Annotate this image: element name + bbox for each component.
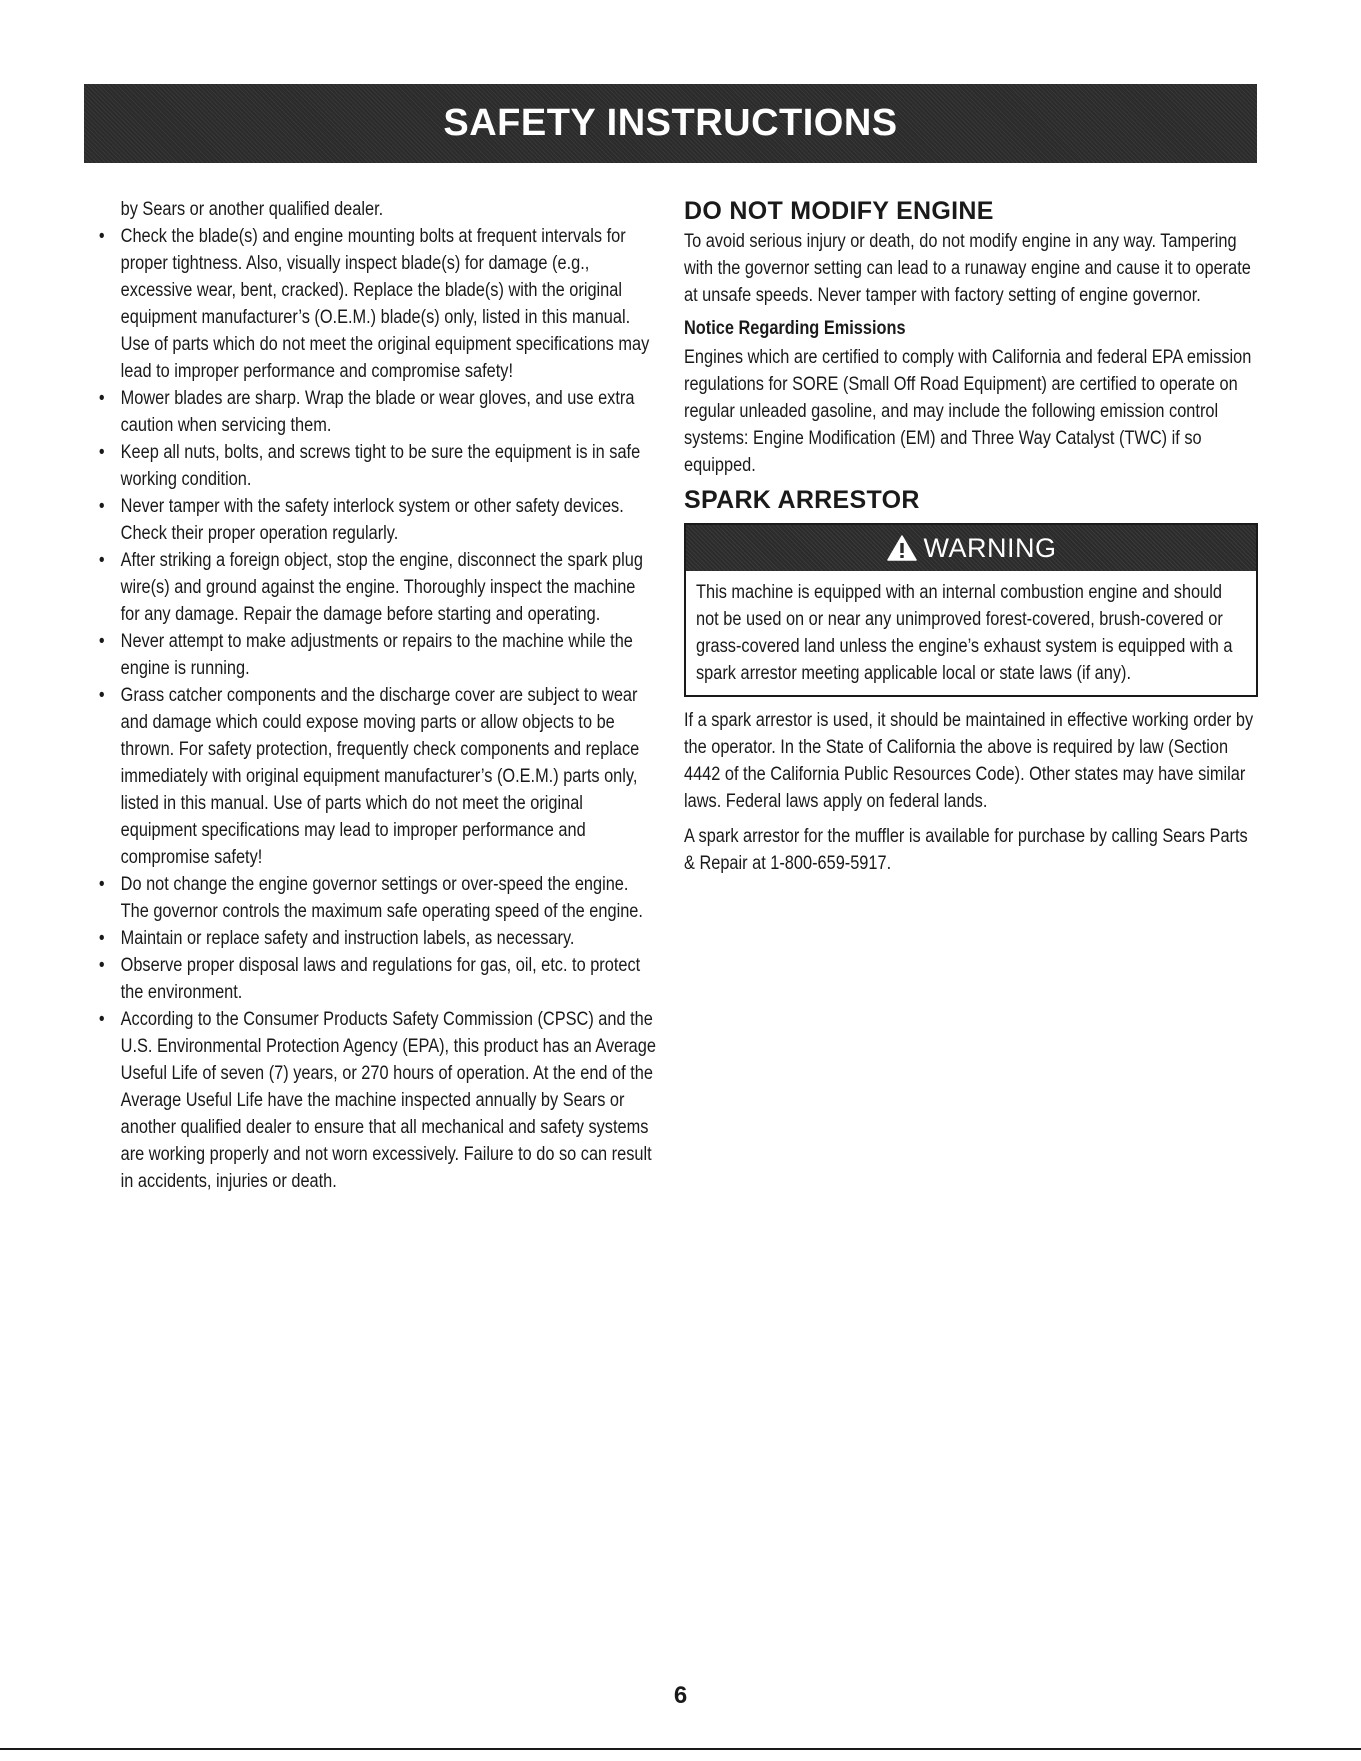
emissions-text: Engines which are certified to comply with California and federal EPA emission regulations for SORE (Small Off Road Equipment) are certified to operate on regular unleaded gasoline, and may include the following emission control systems: Engine Modification (EM) and Three Way Catalyst (TWC) if so equipped. (684, 347, 1252, 476)
bullet-icon: • (98, 874, 105, 895)
warning-header (686, 525, 1256, 571)
continuation-text: by Sears or another qualified dealer. (120, 199, 384, 220)
bullet-icon: • (98, 1009, 105, 1030)
bullet-icon: • (98, 226, 105, 247)
bullet-text: Maintain or replace safety and instruction labels, as necessary. (120, 928, 575, 949)
spark-arrestor-block (684, 707, 1257, 877)
right-column (684, 196, 1258, 877)
bullet-icon: • (98, 631, 105, 652)
bullet-text: Do not change the engine governor settings or over-speed the engine. The governor controls the maximum safe operating speed of the engine. (120, 874, 643, 922)
bullet-text: Keep all nuts, bolts, and screws tight to be sure the equipment is in safe working condition. (120, 442, 641, 490)
modify-engine-heading: DO NOT MODIFY ENGINE (684, 197, 994, 225)
bullet-icon: • (98, 442, 105, 463)
left-column-text (100, 196, 659, 1195)
bullet-icon: • (98, 955, 105, 976)
emissions-heading: Notice Regarding Emissions (684, 318, 906, 339)
banner-title: SAFETY INSTRUCTIONS (443, 102, 898, 144)
bullet-icon: • (98, 388, 105, 409)
list-item (100, 439, 659, 493)
bullet-text: Mower blades are sharp. Wrap the blade or wear gloves, and use extra caution when servicing them. (120, 388, 635, 436)
warning-text: This machine is equipped with an internal combustion engine and should not be used on or near any unimproved forest-covered, brush-covered or grass-covered land unless the engine’s exhaust system is equipped with a spark arrestor meeting applicable local or state laws (if any). (696, 582, 1233, 684)
safety-bullet-list (100, 223, 659, 1195)
bullet-icon: • (98, 928, 105, 949)
spark-arrestor-heading: SPARK ARRESTOR (684, 486, 920, 514)
bullet-text: After striking a foreign object, stop the engine, disconnect the spark plug wire(s) and ground against the engine. Thoroughly inspect the machine for any damage. Repair the damage before starting and operating. (120, 550, 643, 625)
footer-divider (0, 1748, 1361, 1750)
bullet-icon: • (98, 496, 105, 517)
list-item (100, 925, 659, 952)
warning-text-wrap (696, 579, 1235, 687)
warning-box (684, 523, 1258, 697)
bullet-text: Check the blade(s) and engine mounting bolts at frequent intervals for proper tightness. Also, visually inspect blade(s) for damage (e.g., excessive wear, bent, cracked). Replace the blade(s) with the original equipment manufacturer’s (O.E.M.) blade(s) only, listed in this manual. Use of parts which do not meet the original equipment specifications may lead to improper performance and compromise safety! (120, 226, 650, 382)
bullet-text: Grass catcher components and the discharge cover are subject to wear and damage which could expose moving parts or allow objects to be thrown. For safety protection, frequently check components and replace immediately with original equipment manufacturer’s (O.E.M.) parts only, listed in this manual. Use of parts which do not meet the original equipment specifications may lead to improper performance and compromise safety! (120, 685, 640, 868)
list-item (100, 871, 659, 925)
bullet-icon: • (98, 685, 105, 706)
list-item (100, 385, 659, 439)
list-item (100, 952, 659, 1006)
modify-engine-block (684, 228, 1257, 479)
bullet-text: Never attempt to make adjustments or repairs to the machine while the engine is running. (120, 631, 633, 679)
list-item (100, 682, 659, 871)
bullet-icon: • (98, 550, 105, 571)
list-item (100, 628, 659, 682)
list-item (100, 1006, 659, 1195)
list-item (100, 223, 659, 385)
list-item (100, 547, 659, 628)
spark-arrestor-text-2: A spark arrestor for the muffler is available for purchase by calling Sears Parts & Repair at 1-800-659-5917. (684, 826, 1248, 874)
left-column (100, 196, 660, 1195)
modify-engine-text: To avoid serious injury or death, do not modify engine in any way. Tampering with the governor setting can lead to a runaway engine and cause it to operate at unsafe speeds. Never tamper with factory setting of engine governor. (684, 231, 1251, 306)
bullet-text: Observe proper disposal laws and regulations for gas, oil, etc. to protect the environment. (120, 955, 641, 1003)
section-banner (84, 84, 1257, 163)
spark-arrestor-text-1: If a spark arrestor is used, it should be maintained in effective working order by the operator. In the State of California the above is required by law (Section 4442 of the California Public Resources Code). Other states may have similar laws. Federal laws apply on federal lands. (684, 710, 1254, 812)
page-number: 6 (673, 1682, 688, 1709)
list-item (100, 493, 659, 547)
bullet-text: According to the Consumer Products Safety Commission (CPSC) and the U.S. Environmental Protection Agency (EPA), this product has an Average Useful Life of seven (7) years, or 270 hours of operation. At the end of the Average Useful Life have the machine inspected annually by Sears or another qualified dealer to ensure that all mechanical and safety systems are working properly and not worn excessively. Failure to do so can result in accidents, injuries or death. (120, 1009, 656, 1192)
warning-triangle-icon (886, 534, 918, 562)
warning-title: WARNING (923, 532, 1057, 563)
bullet-text: Never tamper with the safety interlock system or other safety devices. Check their proper operation regularly. (120, 496, 624, 544)
warning-body (686, 571, 1256, 695)
